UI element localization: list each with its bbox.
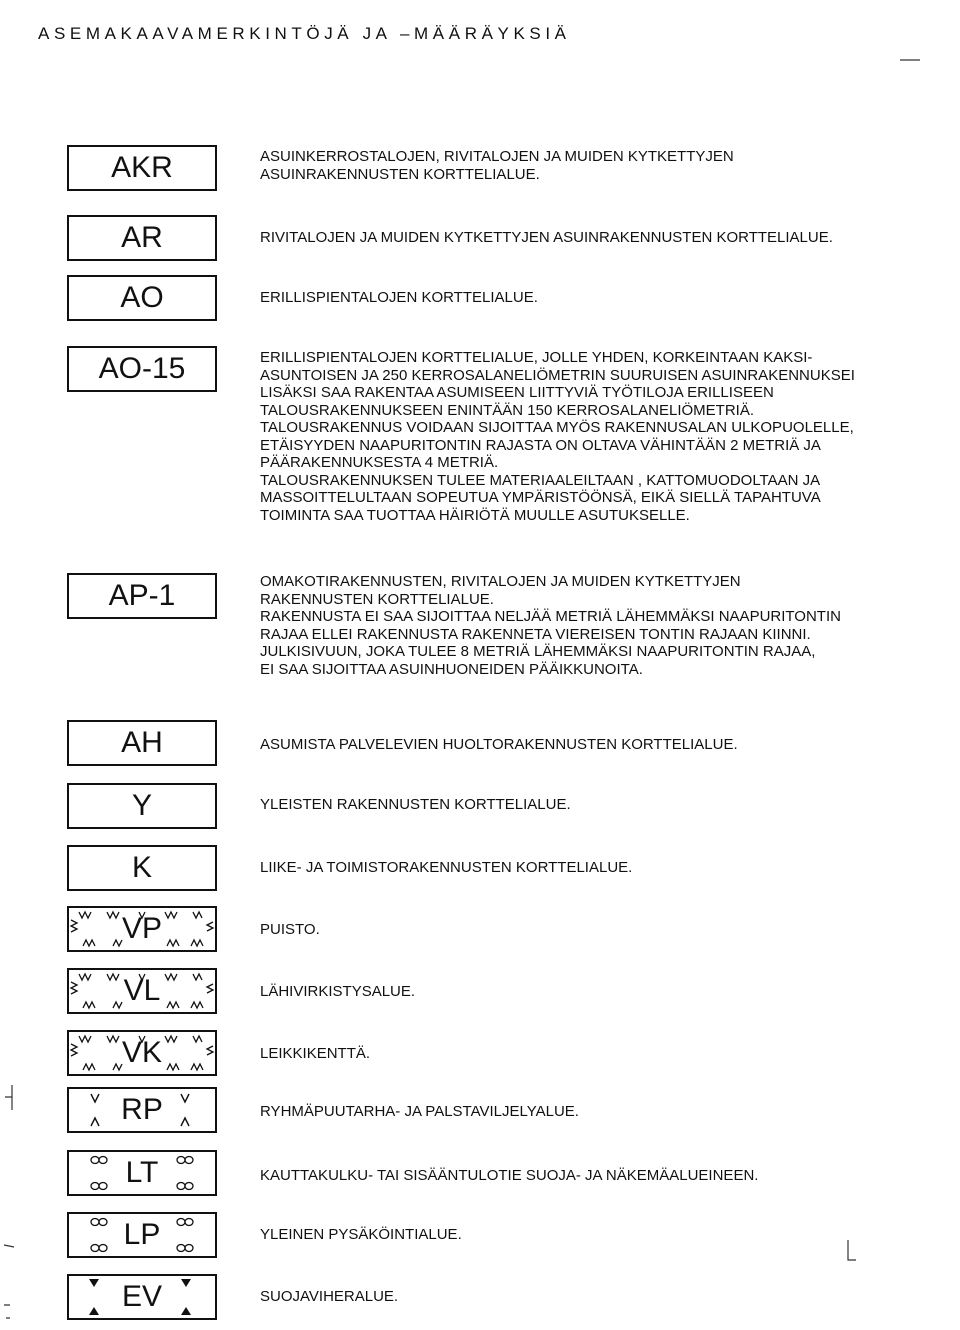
entry-description: LIIKE- JA TOIMISTORAKENNUSTEN KORTTELIALUE. — [260, 859, 633, 876]
entry-description: RYHMÄPUUTARHA- JA PALSTAVILJELYALUE. — [260, 1103, 579, 1120]
symbol-code: VP — [121, 912, 163, 945]
symbol-code: VK — [121, 1036, 163, 1069]
symbol-box-ev — [67, 1274, 217, 1320]
symbol-box-lp — [67, 1212, 217, 1258]
symbol-code: AO-15 — [98, 352, 186, 385]
symbol-box-ah — [67, 720, 217, 766]
symbol-box-vk — [67, 1030, 217, 1076]
symbol-code: AH — [121, 726, 163, 759]
entry-description: PUISTO. — [260, 921, 320, 938]
symbol-box-ar — [67, 215, 217, 261]
entry-description: SUOJAVIHERALUE. — [260, 1288, 399, 1305]
symbol-box-rp — [67, 1087, 217, 1133]
entry-description: ERILLISPIENTALOJEN KORTTELIALUE. — [260, 289, 538, 306]
entry-description: ERILLISPIENTALOJEN KORTTELIALUE, JOLLE YHDEN, KORKEINTAAN KAKSI- ASUNTOISEN JA 250 KERROSALANELIÖMETRIN SUURUISEN ASUINRAKENNUKSEI LISÄKSI SAA RAKENTAA ASUMISEEN LIITTYVIÄ TYÖTILOJA ERILLISEEN TALOUSRAKENNUKSEEN ENINTÄÄN 150 KERROSALANELIÖMETRIÄ. TALOUSRAKENNUS VOIDAAN SIJOITTAA MYÖS RAKENNUSALAN ULKOPUOLELLE, ETÄISYYDEN NAAPURITONTIN RAJASTA ON OLTAVA VÄHINTÄÄN 2 METRIÄ JA PÄÄRAKENNUKSESTA 4 METRIÄ. TALOUSRAKENNUKSEN TULEE MATERIAALEILTAAN , KATTOMUODOLTAAN JA MASSOITTELULTAAN SOPEUTUA YMPÄRISTÖÖNSÄ, EIKÄ SIELLÄ TAPAHTUVA TOIMINTA SAA TUOTTAA HÄIRIÖTÄ MUULLE ASUTUKSELLE. — [260, 349, 855, 524]
symbol-box-vl — [67, 968, 217, 1014]
symbol-box-ao — [67, 275, 217, 321]
symbol-box-k — [67, 845, 217, 891]
symbol-code: AO — [120, 281, 164, 314]
entry-description: LÄHIVIRKISTYSALUE. — [260, 983, 416, 1000]
symbol-code: RP — [121, 1093, 163, 1126]
symbol-box-ao-15 — [67, 346, 217, 392]
symbol-code: Y — [131, 789, 152, 822]
symbol-code: LP — [123, 1218, 161, 1251]
entry-description: LEIKKIKENTTÄ. — [260, 1045, 371, 1062]
entry-description: RIVITALOJEN JA MUIDEN KYTKETTYJEN ASUINRAKENNUSTEN KORTTELIALUE. — [260, 229, 833, 246]
entry-description: KAUTTAKULKU- TAI SISÄÄNTULOTIE SUOJA- JA NÄKEMÄALUEINEEN. — [260, 1167, 759, 1184]
page-title: ASEMAKAAVAMERKINTÖJÄ JA –MÄÄRÄYKSIÄ — [38, 24, 571, 43]
entry-description: YLEISTEN RAKENNUSTEN KORTTELIALUE. — [260, 796, 571, 813]
symbol-box-lt — [67, 1150, 217, 1196]
entry-description: ASUMISTA PALVELEVIEN HUOLTORAKENNUSTEN KORTTELIALUE. — [260, 736, 738, 753]
symbol-code: AR — [121, 221, 163, 254]
entry-description: OMAKOTIRAKENNUSTEN, RIVITALOJEN JA MUIDEN KYTKETTYJEN RAKENNUSTEN KORTTELIALUE. RAKENNUSTA EI SAA SIJOITTAA NELJÄÄ METRIÄ LÄHEMMÄKSI NAAPURITONTIN RAJAA ELLEI RAKENNUSTA RAKENNETA VIEREISEN TONTIN RAJAAN KIINNI. JULKISIVUUN, JOKA TULEE 8 METRIÄ LÄHEMMÄKSI NAAPURITONTIN RAJAA, EI SAA SIJOITTAA ASUINHUONEIDEN PÄÄIKKUNOITA. — [260, 573, 841, 678]
symbol-box-ap-1 — [67, 573, 217, 619]
symbol-box-y — [67, 783, 217, 829]
symbol-box-akr — [67, 145, 217, 191]
symbol-box-vp — [67, 906, 217, 952]
entry-description: ASUINKERROSTALOJEN, RIVITALOJEN JA MUIDEN KYTKETTYJEN ASUINRAKENNUSTEN KORTTELIALUE. — [260, 148, 734, 183]
symbol-code: LT — [125, 1156, 159, 1189]
symbol-code: VL — [123, 974, 161, 1007]
entry-description: YLEINEN PYSÄKÖINTIALUE. — [260, 1226, 462, 1243]
symbol-code: EV — [121, 1280, 163, 1313]
symbol-code: AKR — [111, 151, 173, 184]
symbol-code: K — [131, 851, 152, 884]
symbol-code: AP-1 — [108, 579, 176, 612]
